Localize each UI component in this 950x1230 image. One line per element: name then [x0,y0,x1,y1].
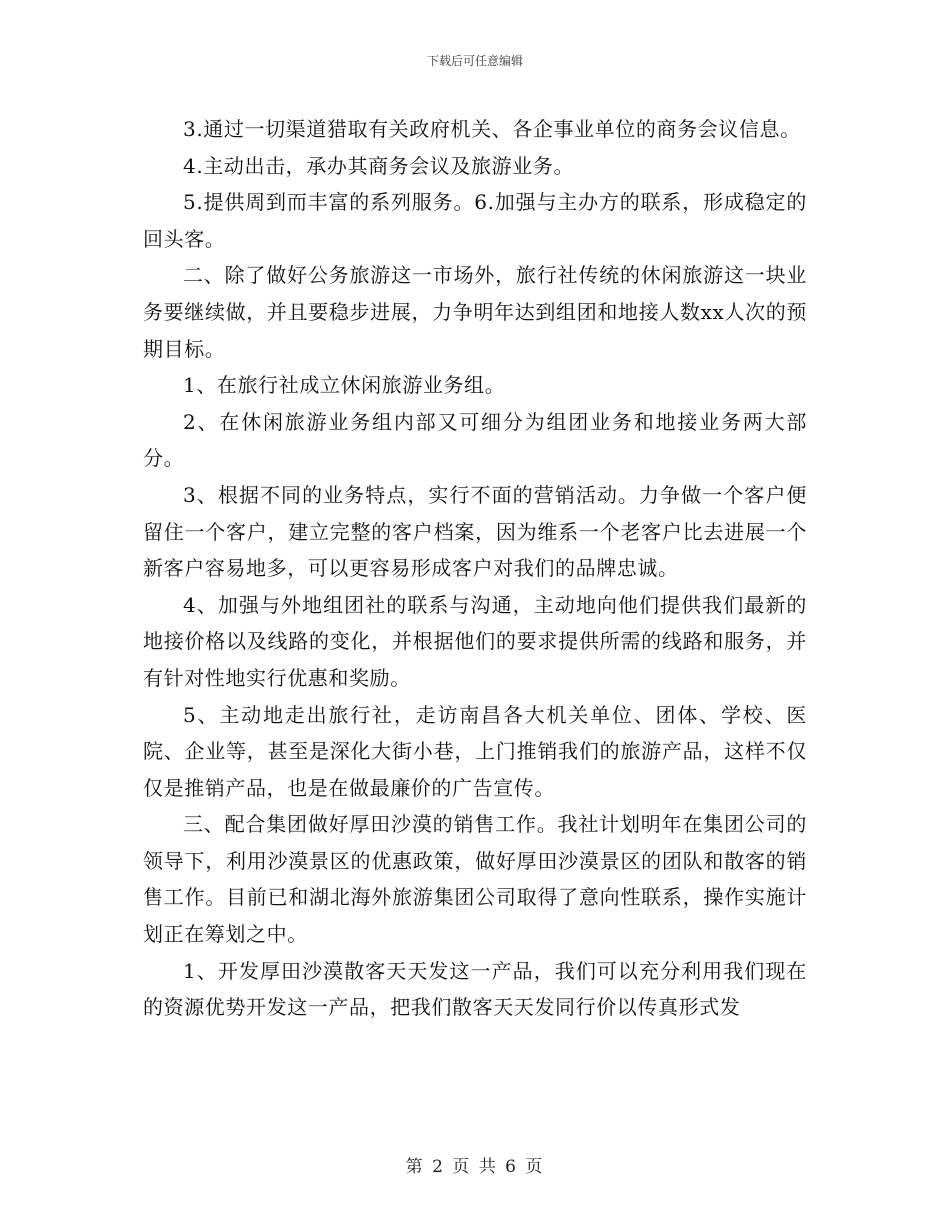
paragraph: 3、根据不同的业务特点，实行不面的营销活动。力争做一个客户便留住一个客户，建立完整的客户档案，因为维系一个老客户比去进展一个新客户容易地多，可以更容易形成客户对我们的品牌忠诚。 [143,482,807,581]
paragraph: 4、加强与外地组团社的联系与沟通，主动地向他们提供我们最新的地接价格以及线路的变化，并根据他们的要求提供所需的线路和服务，并有针对性地实行优惠和奖励。 [143,592,807,690]
paragraph: 二、除了做好公务旅游这一市场外，旅行社传统的休闲旅游这一块业务要继续做，并且要稳步进展，力争明年达到组团和地接人数xx人次的预期目标。 [143,263,807,361]
paragraph: 5.提供周到而丰富的系列服务。6.加强与主办方的联系，形成稳定的回头客。 [143,190,807,251]
paragraph: 4.主动出击，承办其商务会议及旅游业务。 [183,153,575,178]
document-body [143,111,807,1026]
paragraph: 3.通过一切渠道猎取有关政府机关、各企事业单位的商务会议信息。 [183,117,801,141]
page-header: 下载后可任意编辑 [426,54,523,68]
paragraph: 1、在旅行社成立休闲旅游业务组。 [183,373,506,398]
paragraph: 2、在休闲旅游业务组内部又可细分为组团业务和地接业务两大部分。 [143,409,807,471]
page-footer: 第 2 页 共 6 页 [405,1157,545,1177]
paragraph: 5、主动地走出旅行社，走访南昌各大机关单位、团体、学校、医院、企业等，甚至是深化大街小巷，上门推销我们的旅游产品，这样不仅仅是推销产品，也是在做最廉价的广告宣传。 [143,702,807,800]
paragraph: 1、开发厚田沙漠散客天天发这一产品，我们可以充分利用我们现在的资源优势开发这一产品，把我们散客天天发同行价以传真形式发 [143,958,807,1020]
paragraph: 三、配合集团做好厚田沙漠的销售工作。我社计划明年在集团公司的领导下，利用沙漠景区的优惠政策，做好厚田沙漠景区的团队和散客的销售工作。目前已和湖北海外旅游集团公司取得了意向性联系，操作实施计划正在筹划之中。 [143,812,807,947]
